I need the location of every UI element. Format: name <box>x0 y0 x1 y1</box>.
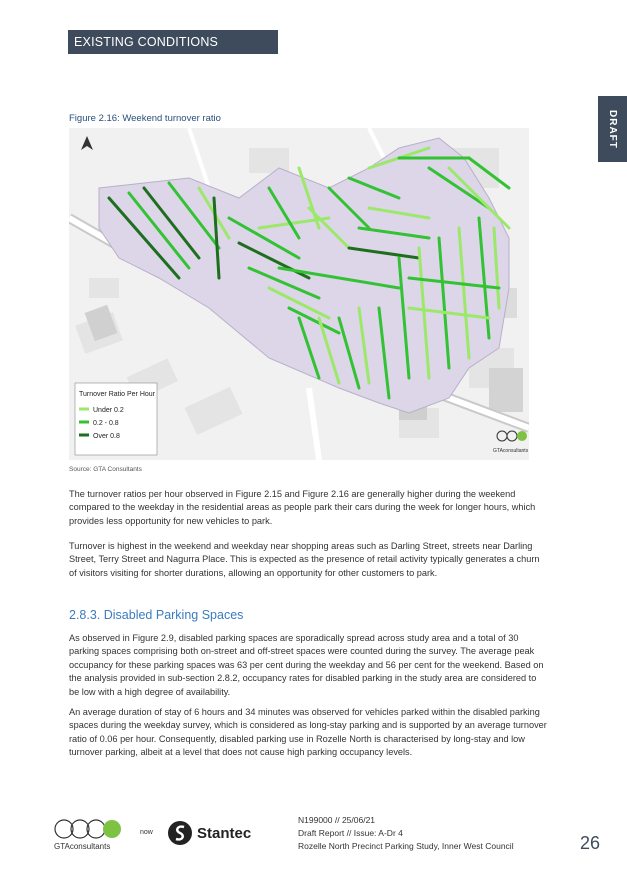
turnover-map <box>69 128 529 460</box>
page-number: 26 <box>580 833 601 853</box>
section-header-title: EXISTING CONDITIONS <box>74 35 219 49</box>
section-title-disabled-parking: 2.8.3. Disabled Parking Spaces <box>69 608 244 622</box>
now-label: now <box>140 829 153 836</box>
gta-logo <box>54 818 134 852</box>
gta-logo-text: GTAconsultants <box>54 842 111 851</box>
paragraph-turnover-highest: Turnover is highest in the weekend and weekday near shopping areas such as Darling Street, streets near Darling Street, Terry Street and Nagurra Place. This is expected as the presence of retail activity typically generates a churn of visitors visiting for shorter durations, allowing an opportunity for other customers to park. <box>69 541 540 578</box>
footer-report: Draft Report // Issue: A-Dr 4 <box>298 828 403 838</box>
figure-caption: Figure 2.16: Weekend turnover ratio <box>69 113 221 124</box>
footer-ref: N199000 // 25/06/21 <box>298 815 376 825</box>
stantec-icon <box>167 820 193 846</box>
paragraph-duration-of-stay: An average duration of stay of 6 hours and 34 minutes was observed for vehicles parked within the disabled parking spaces during the weekday survey, which is considered as long-stay parking and is supported by an average turnover ratio of 0.06 per hour. Consequently, disabled parking use in Rozelle North is characterised by long-stay and low turnover parking, albeit at a level that does not cause high parking occupancy levels. <box>69 707 547 758</box>
paragraph-disabled-spaces: As observed in Figure 2.9, disabled parking spaces are sporadically spread across study area and a total of 30 parking spaces comprising both on-street and off-street spaces were counted during the survey. The average peak occupancy for these parking spaces was 63 per cent during the weekday and 56 per cent for the weekend. Based on the analysis provided in sub-section 2.8.2, occupancy rates for disabled parking in the study area are considered to be low with a high degree of availability. <box>69 633 544 697</box>
paragraph-turnover-ratios: The turnover ratios per hour observed in Figure 2.15 and Figure 2.16 are generally higher during the weekend compared to the weekday in the residential areas as people park their cars during the week for longer hours, which provides less opportunity for new vehicles to park. <box>69 489 536 526</box>
map-logo-text: GTAconsultants <box>493 448 529 454</box>
map-legend <box>75 383 157 455</box>
footer-study: Rozelle North Precinct Parking Study, Inner West Council <box>298 841 514 851</box>
legend-item-over: Over 0.8 <box>93 433 120 440</box>
stantec-word: Stantec <box>197 824 252 842</box>
legend-item-mid: 0.2 - 0.8 <box>93 420 119 427</box>
stantec-logo <box>167 820 251 846</box>
figure-source: Source: GTA Consultants <box>69 466 142 473</box>
draft-label: DRAFT <box>607 109 618 149</box>
legend-item-under: Under 0.2 <box>93 407 124 414</box>
draft-tab <box>598 96 627 162</box>
legend-title: Turnover Ratio Per Hour <box>79 391 155 398</box>
section-header <box>68 30 278 54</box>
